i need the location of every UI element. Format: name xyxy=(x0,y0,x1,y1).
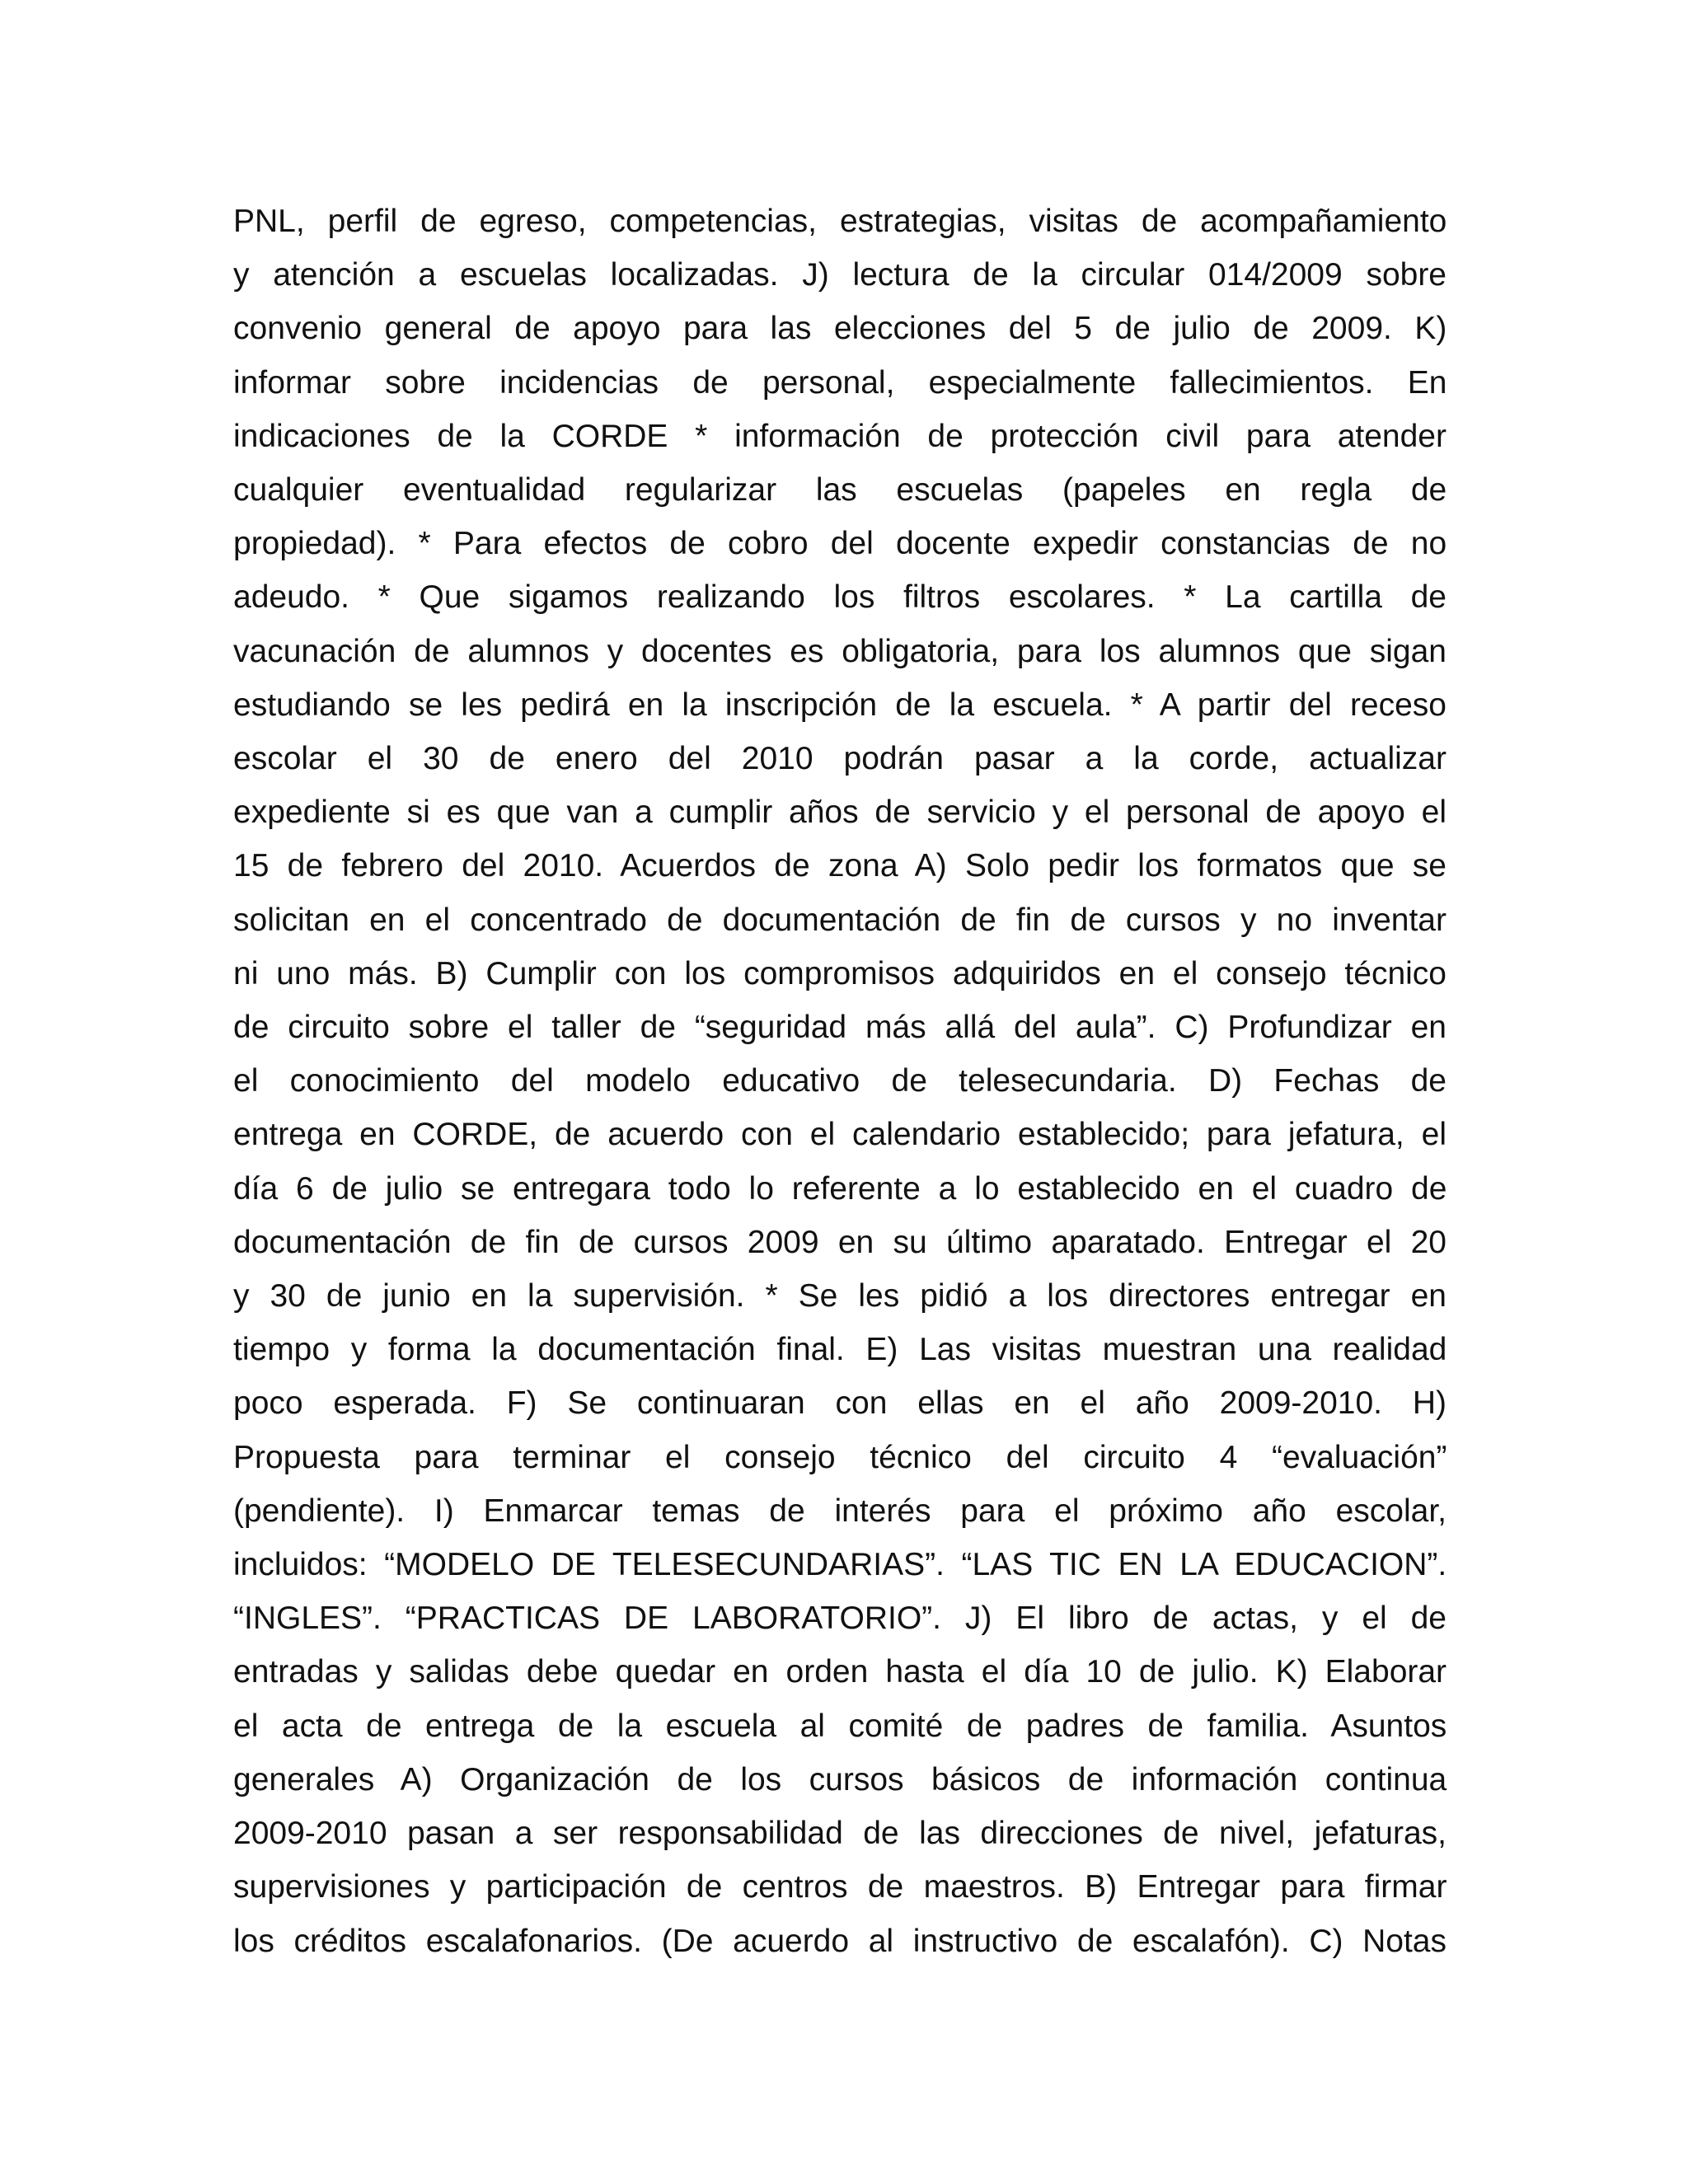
text-line: generales A) Organización de los cursos básicos de información continua xyxy=(233,1761,1447,1797)
text-line: convenio general de apoyo para las elecciones del 5 de julio de 2009. K) xyxy=(233,311,1447,347)
text-line: propiedad). * Para efectos de cobro del docente expedir constancias de no xyxy=(233,526,1447,562)
text-line: Propuesta para terminar el consejo técnico del circuito 4 “evaluación” xyxy=(233,1439,1447,1475)
text-line: (pendiente). I) Enmarcar temas de interés para el próximo año escolar, xyxy=(233,1493,1447,1529)
text-line: de circuito sobre el taller de “seguridad más allá del aula”. C) Profundizar en xyxy=(233,1010,1447,1046)
body-paragraph xyxy=(233,194,1447,1968)
text-line: “INGLES”. “PRACTICAS DE LABORATORIO”. J) El libro de actas, y el de xyxy=(233,1601,1447,1637)
text-line: entradas y salidas debe quedar en orden hasta el día 10 de julio. K) Elaborar xyxy=(233,1654,1447,1690)
text-line: y 30 de junio en la supervisión. * Se les pidió a los directores entregar en xyxy=(233,1278,1447,1315)
text-line: cualquier eventualidad regularizar las escuelas (papeles en regla de xyxy=(233,472,1447,509)
text-line: indicaciones de la CORDE * información de protección civil para atender xyxy=(233,418,1447,454)
text-line: expediente si es que van a cumplir años de servicio y el personal de apoyo el xyxy=(233,794,1447,831)
text-line: entrega en CORDE, de acuerdo con el calendario establecido; para jefatura, el xyxy=(233,1117,1447,1153)
text-line: el conocimiento del modelo educativo de telesecundaria. D) Fechas de xyxy=(233,1063,1447,1099)
text-line: 15 de febrero del 2010. Acuerdos de zona A) Solo pedir los formatos que se xyxy=(233,848,1447,884)
text-line: incluidos: “MODELO DE TELESECUNDARIAS”. “LAS TIC EN LA EDUCACION”. xyxy=(233,1547,1447,1583)
text-line: informar sobre incidencias de personal, especialmente fallecimientos. En xyxy=(233,364,1447,401)
text-line: documentación de fin de cursos 2009 en su último aparatado. Entregar el 20 xyxy=(233,1224,1447,1260)
text-line: PNL, perfil de egreso, competencias, estrategias, visitas de acompañamiento xyxy=(233,204,1447,239)
text-line: tiempo y forma la documentación final. E) Las visitas muestran una realidad xyxy=(233,1332,1447,1368)
text-line: ni uno más. B) Cumplir con los compromisos adquiridos en el consejo técnico xyxy=(233,955,1447,991)
text-line: los créditos escalafonarios. (De acuerdo al instructivo de escalafón). C) Notas xyxy=(233,1923,1447,1959)
text-line: el acta de entrega de la escuela al comité de padres de familia. Asuntos xyxy=(233,1708,1447,1744)
text-line: día 6 de julio se entregara todo lo referente a lo establecido en el cuadro de xyxy=(233,1170,1447,1207)
text-line: adeudo. * Que sigamos realizando los filtros escolares. * La cartilla de xyxy=(233,579,1447,616)
text-line: poco esperada. F) Se continuaran con ellas en el año 2009-2010. H) xyxy=(233,1385,1447,1422)
text-line: escolar el 30 de enero del 2010 podrán pasar a la corde, actualizar xyxy=(233,741,1447,777)
text-line: supervisiones y participación de centros de maestros. B) Entregar para firmar xyxy=(233,1869,1447,1905)
text-line: 2009-2010 pasan a ser responsabilidad de las direcciones de nivel, jefaturas, xyxy=(233,1816,1447,1852)
text-line: y atención a escuelas localizadas. J) lectura de la circular 014/2009 sobre xyxy=(233,257,1447,293)
text-line: solicitan en el concentrado de documentación de fin de cursos y no inventar xyxy=(233,902,1447,938)
text-line: vacunación de alumnos y docentes es obligatoria, para los alumnos que sigan xyxy=(233,633,1447,669)
text-line: estudiando se les pedirá en la inscripción de la escuela. * A partir del receso xyxy=(233,687,1447,723)
